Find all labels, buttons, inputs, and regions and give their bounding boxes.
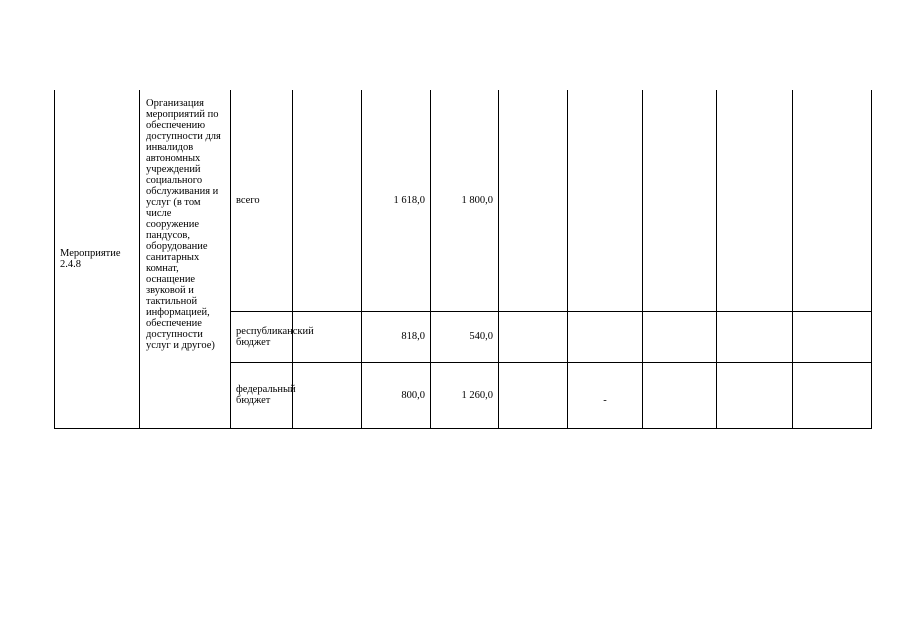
table-row-total [55,90,872,311]
empty-cell [793,362,872,428]
empty-cell [293,311,362,362]
empty-cell [717,90,793,311]
measure-cell: Мероприятие 2.4.8 [55,90,140,428]
empty-cell [717,362,793,428]
empty-cell [793,311,872,362]
value-a-republican: 818,0 [362,311,431,362]
source-republican: республиканский бюджет [231,311,293,362]
value-a-federal: 800,0 [362,362,431,428]
value-b-total: 1 800,0 [431,90,499,311]
value-c-federal: - [603,394,607,406]
value-c-total [568,90,643,311]
value-b-republican: 540,0 [431,311,499,362]
value-a-total: 1 618,0 [362,90,431,311]
empty-cell [717,311,793,362]
empty-cell [499,311,568,362]
empty-cell [643,362,717,428]
empty-cell [643,311,717,362]
empty-cell [793,90,872,311]
value-b-federal: 1 260,0 [431,362,499,428]
source-total: всего [231,90,293,311]
empty-cell [293,90,362,311]
description-cell: Организация мероприятий по обеспечению доступности для инвалидов автономных учреждений социального обслуживания и услуг (в том числе сооружение пандусов, оборудование санитарных комнат, оснащение звуковой и тактильной информацией, обеспечение доступности услуг и другое) [140,90,231,428]
empty-cell [293,362,362,428]
value-c-federal-cell [568,362,643,428]
value-c-republican [568,311,643,362]
source-federal: федеральный бюджет [231,362,293,428]
budget-table [54,90,872,429]
empty-cell [499,90,568,311]
empty-cell [643,90,717,311]
empty-cell [499,362,568,428]
